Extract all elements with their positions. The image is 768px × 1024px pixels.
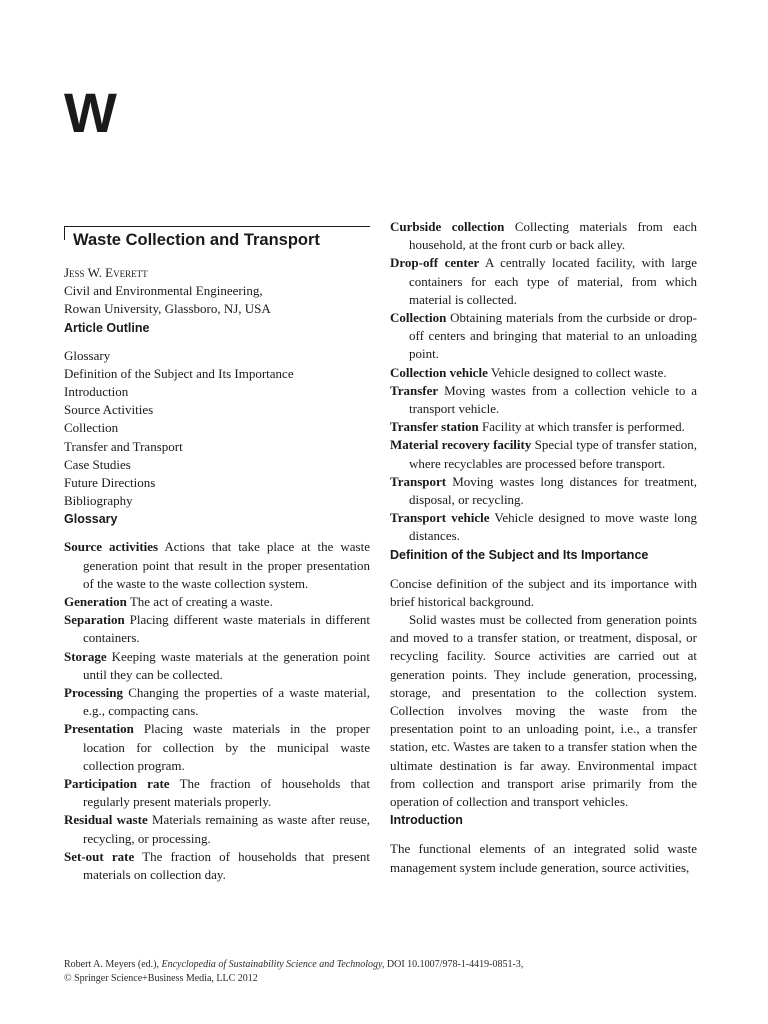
glossary-term: Transport — [390, 473, 447, 489]
glossary-term: Material recovery facility — [390, 437, 532, 453]
glossary-entry — [390, 364, 697, 382]
glossary-entry — [64, 648, 370, 684]
glossary-entry — [64, 684, 370, 720]
introduction-heading: Introduction — [390, 813, 463, 828]
glossary-term: Generation — [64, 594, 127, 610]
outline-item: Glossary — [64, 347, 111, 363]
definition-paragraph-2: Solid wastes must be collected from generation points and moved to a transfer station, or treatment, disposal, or recycling facility. Source activities are carried out at generation points. They include generation, processing, storage, and presentation to the collection system. Collection involves moving the waste from the presentation point to an unloading point, i.e., a transfer station, etc. Wastes are taken to a transfer station when the ultimate destination is far away. Environmental impact from collection and transport arise primarily from the operation of collection and transport vehicles. — [390, 612, 697, 810]
affiliation-line-2: Rowan University, Glassboro, NJ, USA — [64, 301, 271, 317]
glossary-term: Drop-off center — [390, 255, 480, 271]
glossary-entry — [390, 509, 697, 545]
introduction-paragraph: The functional elements of an integrated solid waste management system include generation, source activities, — [390, 841, 697, 875]
glossary-entry — [390, 218, 697, 254]
author-block — [64, 264, 370, 319]
citation-line — [64, 958, 704, 972]
glossary-list-right — [390, 218, 697, 546]
glossary-definition: Changing the properties of a waste material, e.g., compacting cans. — [83, 685, 371, 719]
glossary-entry — [64, 611, 370, 647]
citation-editor: Robert A. Meyers (ed.), — [64, 959, 162, 970]
glossary-term: Transfer — [390, 382, 439, 398]
outline-item: Collection — [64, 420, 119, 436]
glossary-term: Residual waste — [64, 812, 148, 828]
outline-item: Future Directions — [64, 475, 156, 491]
outline-item: Transfer and Transport — [64, 438, 183, 454]
glossary-term: Collection — [390, 310, 447, 326]
outline-item: Bibliography — [64, 493, 133, 509]
glossary-entry — [64, 775, 370, 811]
glossary-term: Processing — [64, 685, 123, 701]
glossary-definition: Placing waste materials in the proper location for collection by the municipal waste collection program. — [83, 721, 371, 773]
outline-item: Source Activities — [64, 402, 154, 418]
right-column — [390, 218, 697, 877]
author-name: Jess W. Everett — [64, 265, 148, 280]
outline-list — [64, 347, 370, 511]
section-letter: W — [64, 81, 116, 144]
glossary-entry — [390, 382, 697, 418]
glossary-entry — [390, 309, 697, 364]
citation-book-title: Encyclopedia of Sustainability Science and Technology, — [161, 959, 385, 970]
glossary-definition: Moving wastes long distances for treatment, disposal, or recycling. — [409, 473, 698, 508]
glossary-term: Separation — [64, 612, 125, 628]
glossary-definition: Special type of transfer station, where recyclables are processed before transport. — [409, 437, 697, 471]
glossary-definition: Vehicle designed to collect waste. — [490, 364, 667, 380]
glossary-list-left — [64, 538, 370, 884]
glossary-term: Transport vehicle — [390, 510, 490, 526]
citation-doi: DOI 10.1007/978-1-4419-0851-3, — [384, 959, 524, 970]
outline-item: Definition of the Subject and Its Importance — [64, 365, 294, 381]
copyright-line: © Springer Science+Business Media, LLC 2012 — [64, 973, 258, 984]
glossary-definition: Actions that take place at the waste generation point that result in the proper presentation of the waste to the waste collection system. — [83, 539, 370, 591]
glossary-entry — [390, 436, 697, 472]
page-footer — [64, 958, 704, 986]
glossary-term: Storage — [64, 648, 107, 664]
glossary-definition: Obtaining materials from the curbside or drop-off centers and bringing that material to an unloading point. — [409, 310, 697, 362]
glossary-definition: The fraction of households that regularly present materials properly. — [83, 776, 370, 810]
outline-item: Case Studies — [64, 456, 131, 472]
glossary-term: Source activities — [64, 539, 159, 555]
title-rule — [64, 224, 370, 254]
glossary-term: Presentation — [64, 721, 134, 737]
glossary-term: Transfer station — [390, 419, 479, 435]
glossary-definition: Collecting materials from each household, at the front curb or back alley. — [409, 219, 697, 253]
outline-heading: Article Outline — [64, 320, 150, 335]
glossary-term: Curbside collection — [390, 219, 505, 234]
glossary-definition: A centrally located facility, with large containers for each type of material, from which material is collected. — [409, 255, 697, 307]
affiliation-line-1: Civil and Environmental Engineering, — [64, 283, 263, 299]
glossary-entry — [64, 538, 370, 593]
glossary-entry — [390, 254, 697, 309]
glossary-entry — [390, 418, 697, 436]
glossary-entry — [64, 720, 370, 775]
glossary-definition: The fraction of households that present materials on collection day. — [83, 848, 370, 883]
outline-item: Introduction — [64, 384, 129, 400]
glossary-heading: Glossary — [64, 512, 118, 527]
glossary-entry — [64, 593, 370, 611]
glossary-definition: Keeping waste materials at the generation point until they can be collected. — [83, 648, 371, 682]
glossary-term: Participation rate — [64, 776, 170, 792]
left-column — [64, 224, 370, 884]
glossary-entry — [390, 473, 697, 509]
definition-heading: Definition of the Subject and Its Importance — [390, 547, 649, 562]
glossary-entry — [64, 848, 370, 884]
glossary-definition: The act of creating a waste. — [129, 594, 273, 610]
glossary-term: Collection vehicle — [390, 364, 488, 380]
glossary-entry — [64, 811, 370, 847]
article-title: Waste Collection and Transport — [73, 231, 320, 249]
definition-paragraph-1: Concise definition of the subject and its importance with brief historical background. — [390, 575, 697, 609]
glossary-definition: Vehicle designed to move waste long distances. — [409, 510, 697, 544]
glossary-definition: Moving wastes from a collection vehicle to a transport vehicle. — [409, 382, 698, 417]
glossary-definition: Facility at which transfer is performed. — [481, 419, 685, 435]
glossary-definition: Placing different waste materials in different containers. — [83, 612, 371, 646]
glossary-term: Set-out rate — [64, 848, 135, 864]
glossary-definition: Materials remaining as waste after reuse, recycling, or processing. — [83, 812, 371, 846]
